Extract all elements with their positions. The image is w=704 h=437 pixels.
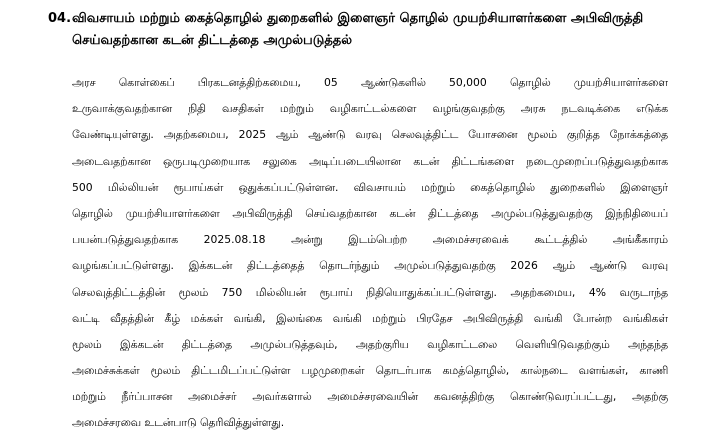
- paragraph-line: அடைவதற்கான ஒருபடிமுறையாக சலுகை அடிப்படையிலான கடன் திட்டங்களை நடைமுறைப்படுத்துவதற்காக: [72, 154, 668, 168]
- paragraph-line: வழங்கப்பட்டுள்ளது. இக்கடன் திட்டத்தைத் தொடர்ந்தும் அமுல்படுத்துவதற்கு 2026 ஆம் ஆண்டு வரவு: [72, 259, 668, 273]
- section-title-part-1: விவசாயம் மற்றும் கைத்தொழில் துறைகளில் இளைஞர் தொழில் முயற்சியாளர்களை அபிவிருத்தி: [72, 11, 644, 26]
- section-body-paragraph: [72, 70, 668, 437]
- paragraph-line: செலவுத்திட்டத்தின் மூலம் 750 மில்லியன் ரூபாய் நிதியொதுக்கப்பட்டுள்ளது. அதற்கமைய, 4% வருடாந்த: [72, 285, 668, 299]
- paragraph-line: அரச கொள்கைப் பிரகடனத்திற்கமைய, 05 ஆண்டுகளில் 50,000 தொழில் முயற்சியாளர்களை: [72, 76, 668, 89]
- paragraph-line: வேண்டியுள்ளது. அதற்கமைய, 2025 ஆம் ஆண்டு வரவு செலவுத்திட்ட யோசனை மூலம் குறித்த நோக்கத்தை: [72, 128, 668, 142]
- paragraph-line: 500 மில்லியன் ரூபாய்கள் ஒதுக்கப்பட்டுள்ளன. விவசாயம் மற்றும் கைத்தொழில் துறைகளில் இளைஞர்: [72, 180, 668, 194]
- section-heading-line-1: [48, 8, 668, 30]
- paragraph-line: பயன்படுத்துவதற்காக 2025.08.18 அன்று இடம்பெற்ற அமைச்சரவைக் கூட்டத்தில் அங்கீகாரம்: [72, 233, 668, 247]
- section-heading: [48, 8, 668, 52]
- paragraph-line: தொழில் முயற்சியாளர்களை அபிவிருத்தி செய்வதற்கான கடன் திட்டத்தை அமுல்படுத்துவதற்கு இந்நிதியைப்: [72, 206, 668, 220]
- section-number: 04.: [48, 11, 72, 26]
- paragraph-line: வட்டி வீதத்தின் கீழ் மக்கள் வங்கி, இலங்கை வங்கி மற்றும் பிரதேச அபிவிருத்தி வங்கி போன்ற வங்கிகள்: [72, 311, 668, 325]
- paragraph-line: உருவாக்குவதற்கான நிதி வசதிகள் மற்றும் வழிகாட்டல்களை வழங்குவதற்கு அரசு நடவடிக்கை எடுக்க: [72, 102, 668, 116]
- paragraph-line: அமைச்சுக்கள் மூலம் திட்டமிடப்பட்டுள்ள பழமுறைகள் தொடர்பாக கமத்தொழில், கால்நடை வளங்கள், காணி: [72, 364, 668, 378]
- paragraph-line: மற்றும் நீர்ப்பாசன அமைச்சர் அவர்களால் அமைச்சரவையின் கவனத்திற்கு கொண்டுவரப்பட்டது, அதற்கு: [72, 390, 668, 404]
- paragraph-line-last: அமைச்சரவை உடன்பாடு தெரிவித்துள்ளது.: [72, 416, 285, 430]
- paragraph-line: மூலம் இக்கடன் திட்டத்தை அமுல்படுத்தவும், அதற்குரிய வழிகாட்டலை வெளியிடுவதற்கும் அந்தந்த: [72, 337, 668, 351]
- section-title-part-2: செய்வதற்கான கடன் திட்டத்தை அமுல்படுத்தல்: [72, 33, 353, 48]
